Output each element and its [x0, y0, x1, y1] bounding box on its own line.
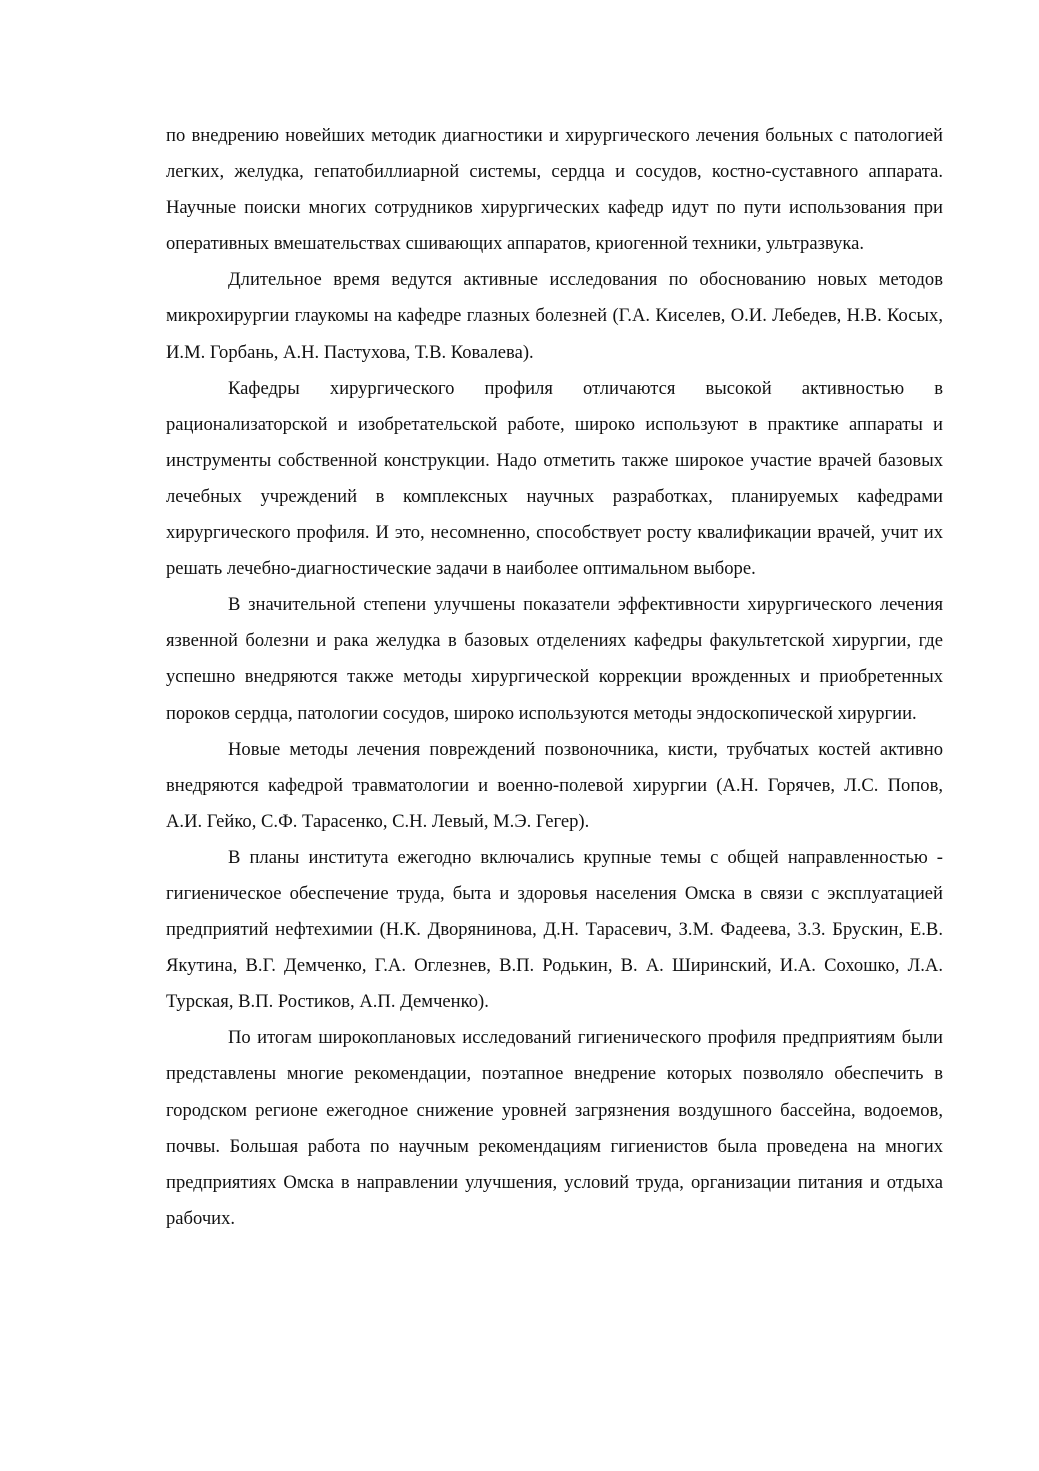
document-page [166, 118, 943, 1237]
paragraph-faculty-surgery: В значительной степени улучшены показатели эффективности хирургического лечения язвенной болезни и рака желудка в базовых отделениях кафедры факультетской хирургии, где успешно внедряются также методы хирургической коррекции врожденных и приобретенных пороков сердца, патологии сосудов, широко используются методы эндоскопической хирургии. [166, 594, 943, 724]
paragraph-surgical-departments: Кафедры хирургического профиля отличаются высокой активностью в рационализаторской и изобретательской работе, широко используют в практике аппараты и инструменты собственной конструкции. Надо отметить также широкое участие врачей базовых лечебных учреждений в комплексных научных разработках, планируемых кафедрами хирургического профиля. И это, несомненно, способствует росту квалификации врачей, учит их решать лечебно-диагностические задачи в наиболее оптимальном выборе. [166, 377, 943, 580]
paragraph-glaucoma-research: Длительное время ведутся активные исследования по обоснованию новых методов микрохирургии глаукомы на кафедре глазных болезней (Г.А. Киселев, О.И. Лебедев, Н.В. Косых, И.М. Горбань, А.Н. Пастухова, Т.В. Ковалева). [166, 269, 943, 363]
paragraph-hygiene-recommendations: По итогам широкоплановых исследований гигиенического профиля предприятиям были представлены многие рекомендации, поэтапное внедрение которых позволяло обеспечить в городском регионе ежегодное снижение уровней загрязнения воздушного бассейна, водоемов, почвы. Большая работа по научным рекомендациям гигиенистов была проведена на многих предприятиях Омска в направлении улучшения, условий труда, организации питания и отдыха рабочих. [166, 1027, 943, 1229]
paragraph-traumatology: Новые методы лечения повреждений позвоночника, кисти, трубчатых костей активно внедряются кафедрой травматологии и военно-полевой хирургии (А.Н. Горячев, Л.С. Попов, А.И. Гейко, С.Ф. Тарасенко, С.Н. Левый, М.Э. Гегер). [166, 738, 943, 832]
paragraph-hygiene-topics: В планы института ежегодно включались крупные темы с общей направленностью - гигиеническое обеспечение труда, быта и здоровья населения Омска в связи с эксплуатацией предприятий нефтехимии (Н.К. Дворянинова, Д.Н. Тарасевич, З.М. Фадеева, 3.3. Брускин, Е.В. Якутина, В.Г. Демченко, Г.А. Оглезнев, В.П. Родькин, В. А. Ширинский, И.А. Сохошко, Л.А. Турская, В.П. Ростиков, А.П. Демченко). [166, 846, 943, 1013]
paragraph-continuation: по внедрению новейших методик диагностики и хирургического лечения больных с патологией легких, желудка, гепатобиллиарной системы, сердца и сосудов, костно-суставного аппарата. Научные поиски многих сотрудников хирургических кафедр идут по пути использования при оперативных вмешательствах сшивающих аппаратов, криогенной техники, ультразвука. [166, 125, 943, 255]
